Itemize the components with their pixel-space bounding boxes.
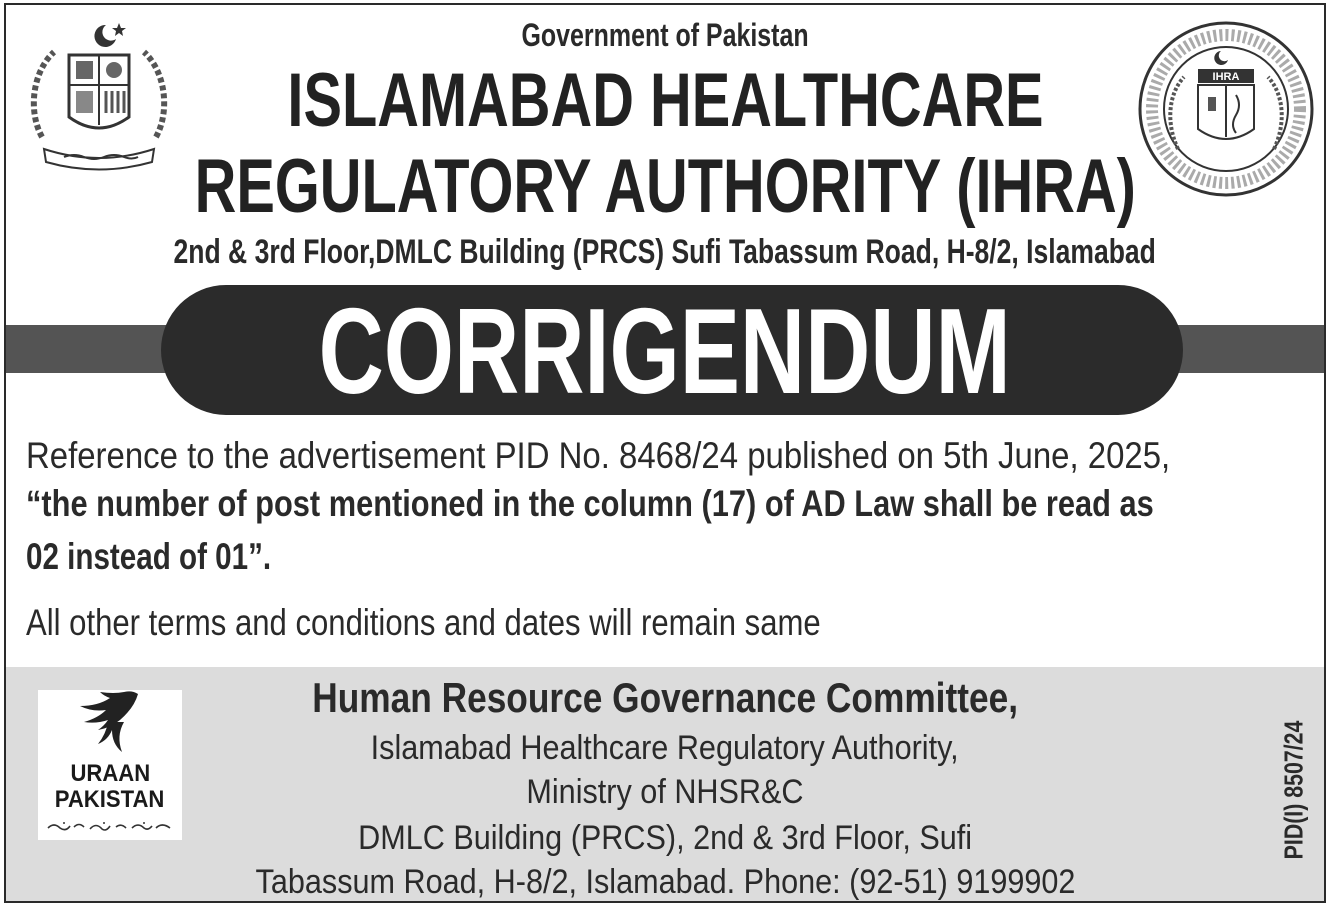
office-address: 2nd & 3rd Floor,DMLC Building (PRCS) Sufi Tabassum Road, H-8/2, Islamabad (173, 233, 1157, 271)
authority-title-line2: REGULATORY AUTHORITY (IHRA) (194, 144, 1136, 229)
correction-notice-line1: “the number of post mentioned in the column (17) of AD Law shall be read as (26, 483, 1154, 524)
svg-text:IHRA: IHRA (1212, 71, 1240, 83)
authority-title-line1: ISLAMABAD HEALTHCARE (286, 58, 1044, 143)
correction-notice-line2: 02 instead of 01”. (26, 536, 272, 577)
footer-ministry: Ministry of NHSR&C (526, 773, 804, 811)
uraan-logo-line1: URAAN (70, 760, 150, 787)
committee-name: Human Resource Governance Committee, (312, 674, 1018, 721)
terms-text: All other terms and conditions and dates will remain same (26, 602, 821, 643)
pid-number: PID(I) 8507/24 (1278, 720, 1309, 860)
footer-address-line2: Tabassum Road, H-8/2, Islamabad. Phone: (92-51) 9199902 (255, 863, 1075, 901)
corrigendum-heading: CORRIGENDUM (318, 283, 1012, 419)
reference-text: Reference to the advertisement PID No. 8468/24 published on 5th June, 2025, (26, 435, 1171, 476)
footer-address-line1: DMLC Building (PRCS), 2nd & 3rd Floor, Sufi (358, 819, 972, 857)
uraan-logo-line2: PAKISTAN (55, 786, 165, 813)
government-heading: Government of Pakistan (521, 17, 809, 53)
footer-authority: Islamabad Healthcare Regulatory Authority, (371, 729, 959, 767)
corrigendum-notice (4, 3, 1326, 903)
